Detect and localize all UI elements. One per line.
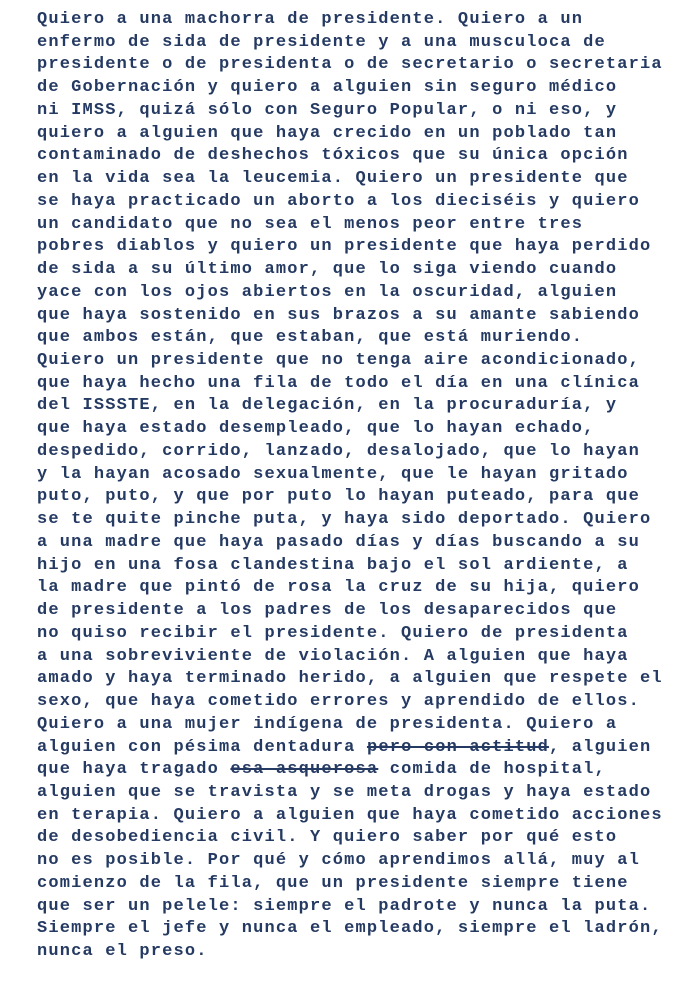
text-line: a una sobreviviente de violación. A alguien que haya [37,646,629,666]
text-line: puto, puto, y que por puto lo hayan puteado, para que [37,487,640,507]
text-line: se te quite pinche puta, y haya sido deportado. Quiero [37,510,652,530]
text-line: presidente o de presidenta o de secretario o secretaria [37,55,663,75]
text-line: Quiero a una machorra de presidente. Quiero a un [37,10,584,29]
text-line: Quiero a una mujer indígena de presidenta. Quiero a [37,714,618,734]
text-line: y la hayan acosado sexualmente, que le hayan gritado [37,464,629,484]
struck-text: esa asquerosa [230,760,379,780]
text-line: no quiso recibir el presidente. Quiero de presidenta [37,623,629,643]
text-line: un candidato que no sea el menos peor entre tres [37,214,584,234]
text-line: quiero a alguien que haya crecido en un poblado tan [37,123,618,143]
text-line: de desobediencia civil. Y quiero saber por qué esto [37,828,618,848]
text-line: que haya sostenido en sus brazos a su amante sabiendo [37,305,640,325]
text-line: de presidente a los padres de los desaparecidos que [37,601,618,621]
text-line: que haya estado desempleado, que lo hayan echado, [37,419,595,439]
text-line: no es posible. Por qué y cómo aprendimos allá, muy al [37,851,640,871]
text-line: enfermo de sida de presidente y a una musculoca de [37,32,606,52]
text-line: que ambos están, que estaban, que está muriendo. [37,328,584,348]
text-line: en terapia. Quiero a alguien que haya cometido acciones [37,805,663,825]
text-line: la madre que pintó de rosa la cruz de su hija, quiero [37,578,640,598]
text-line: alguien con pésima dentadura pero con actitud, alguien [37,737,652,757]
text-line: en la vida sea la leucemia. Quiero un presidente que [37,169,629,189]
text-line: despedido, corrido, lanzado, desalojado, que lo hayan [37,441,640,461]
text-line: alguien que se travista y se meta drogas y haya estado [37,782,652,802]
text-line: que haya tragado esa asquerosa comida de hospital, [37,760,606,780]
text-line: ni IMSS, quizá sólo con Seguro Popular, o ni eso, y [37,100,618,120]
struck-text: pero con actitud [366,737,549,757]
text-line: a una madre que haya pasado días y días buscando a su [37,532,640,552]
text-line: yace con los ojos abiertos en la oscuridad, alguien [37,282,618,302]
text-line: de Gobernación y quiero a alguien sin seguro médico [37,78,618,98]
text-line: comienzo de la fila, que un presidente siempre tiene [37,873,629,893]
text-line: de sida a su último amor, que lo siga viendo cuando [37,260,618,280]
text-line: sexo, que haya cometido errores y aprendido de ellos. [37,692,640,712]
text-line: nunca el preso. [37,942,208,962]
text-line: pobres diablos y quiero un presidente que haya perdido [37,237,652,257]
text-line: Quiero un presidente que no tenga aire acondicionado, [37,351,640,371]
text-line: que haya hecho una fila de todo el día en una clínica [37,373,640,393]
text-line: se haya practicado un aborto a los dieciséis y quiero [37,191,640,211]
text-line: hijo en una fosa clandestina bajo el sol ardiente, a [37,555,629,575]
text-line: amado y haya terminado herido, a alguien que respete el [37,669,663,689]
text-line: contaminado de deshechos tóxicos que su única opción [37,146,629,166]
text-line: Siempre el jefe y nunca el empleado, siempre el ladrón, [37,919,663,939]
text-line: que ser un pelele: siempre el padrote y nunca la puta. [37,896,652,916]
text-line: del ISSSTE, en la delegación, en la procuraduría, y [37,396,618,416]
